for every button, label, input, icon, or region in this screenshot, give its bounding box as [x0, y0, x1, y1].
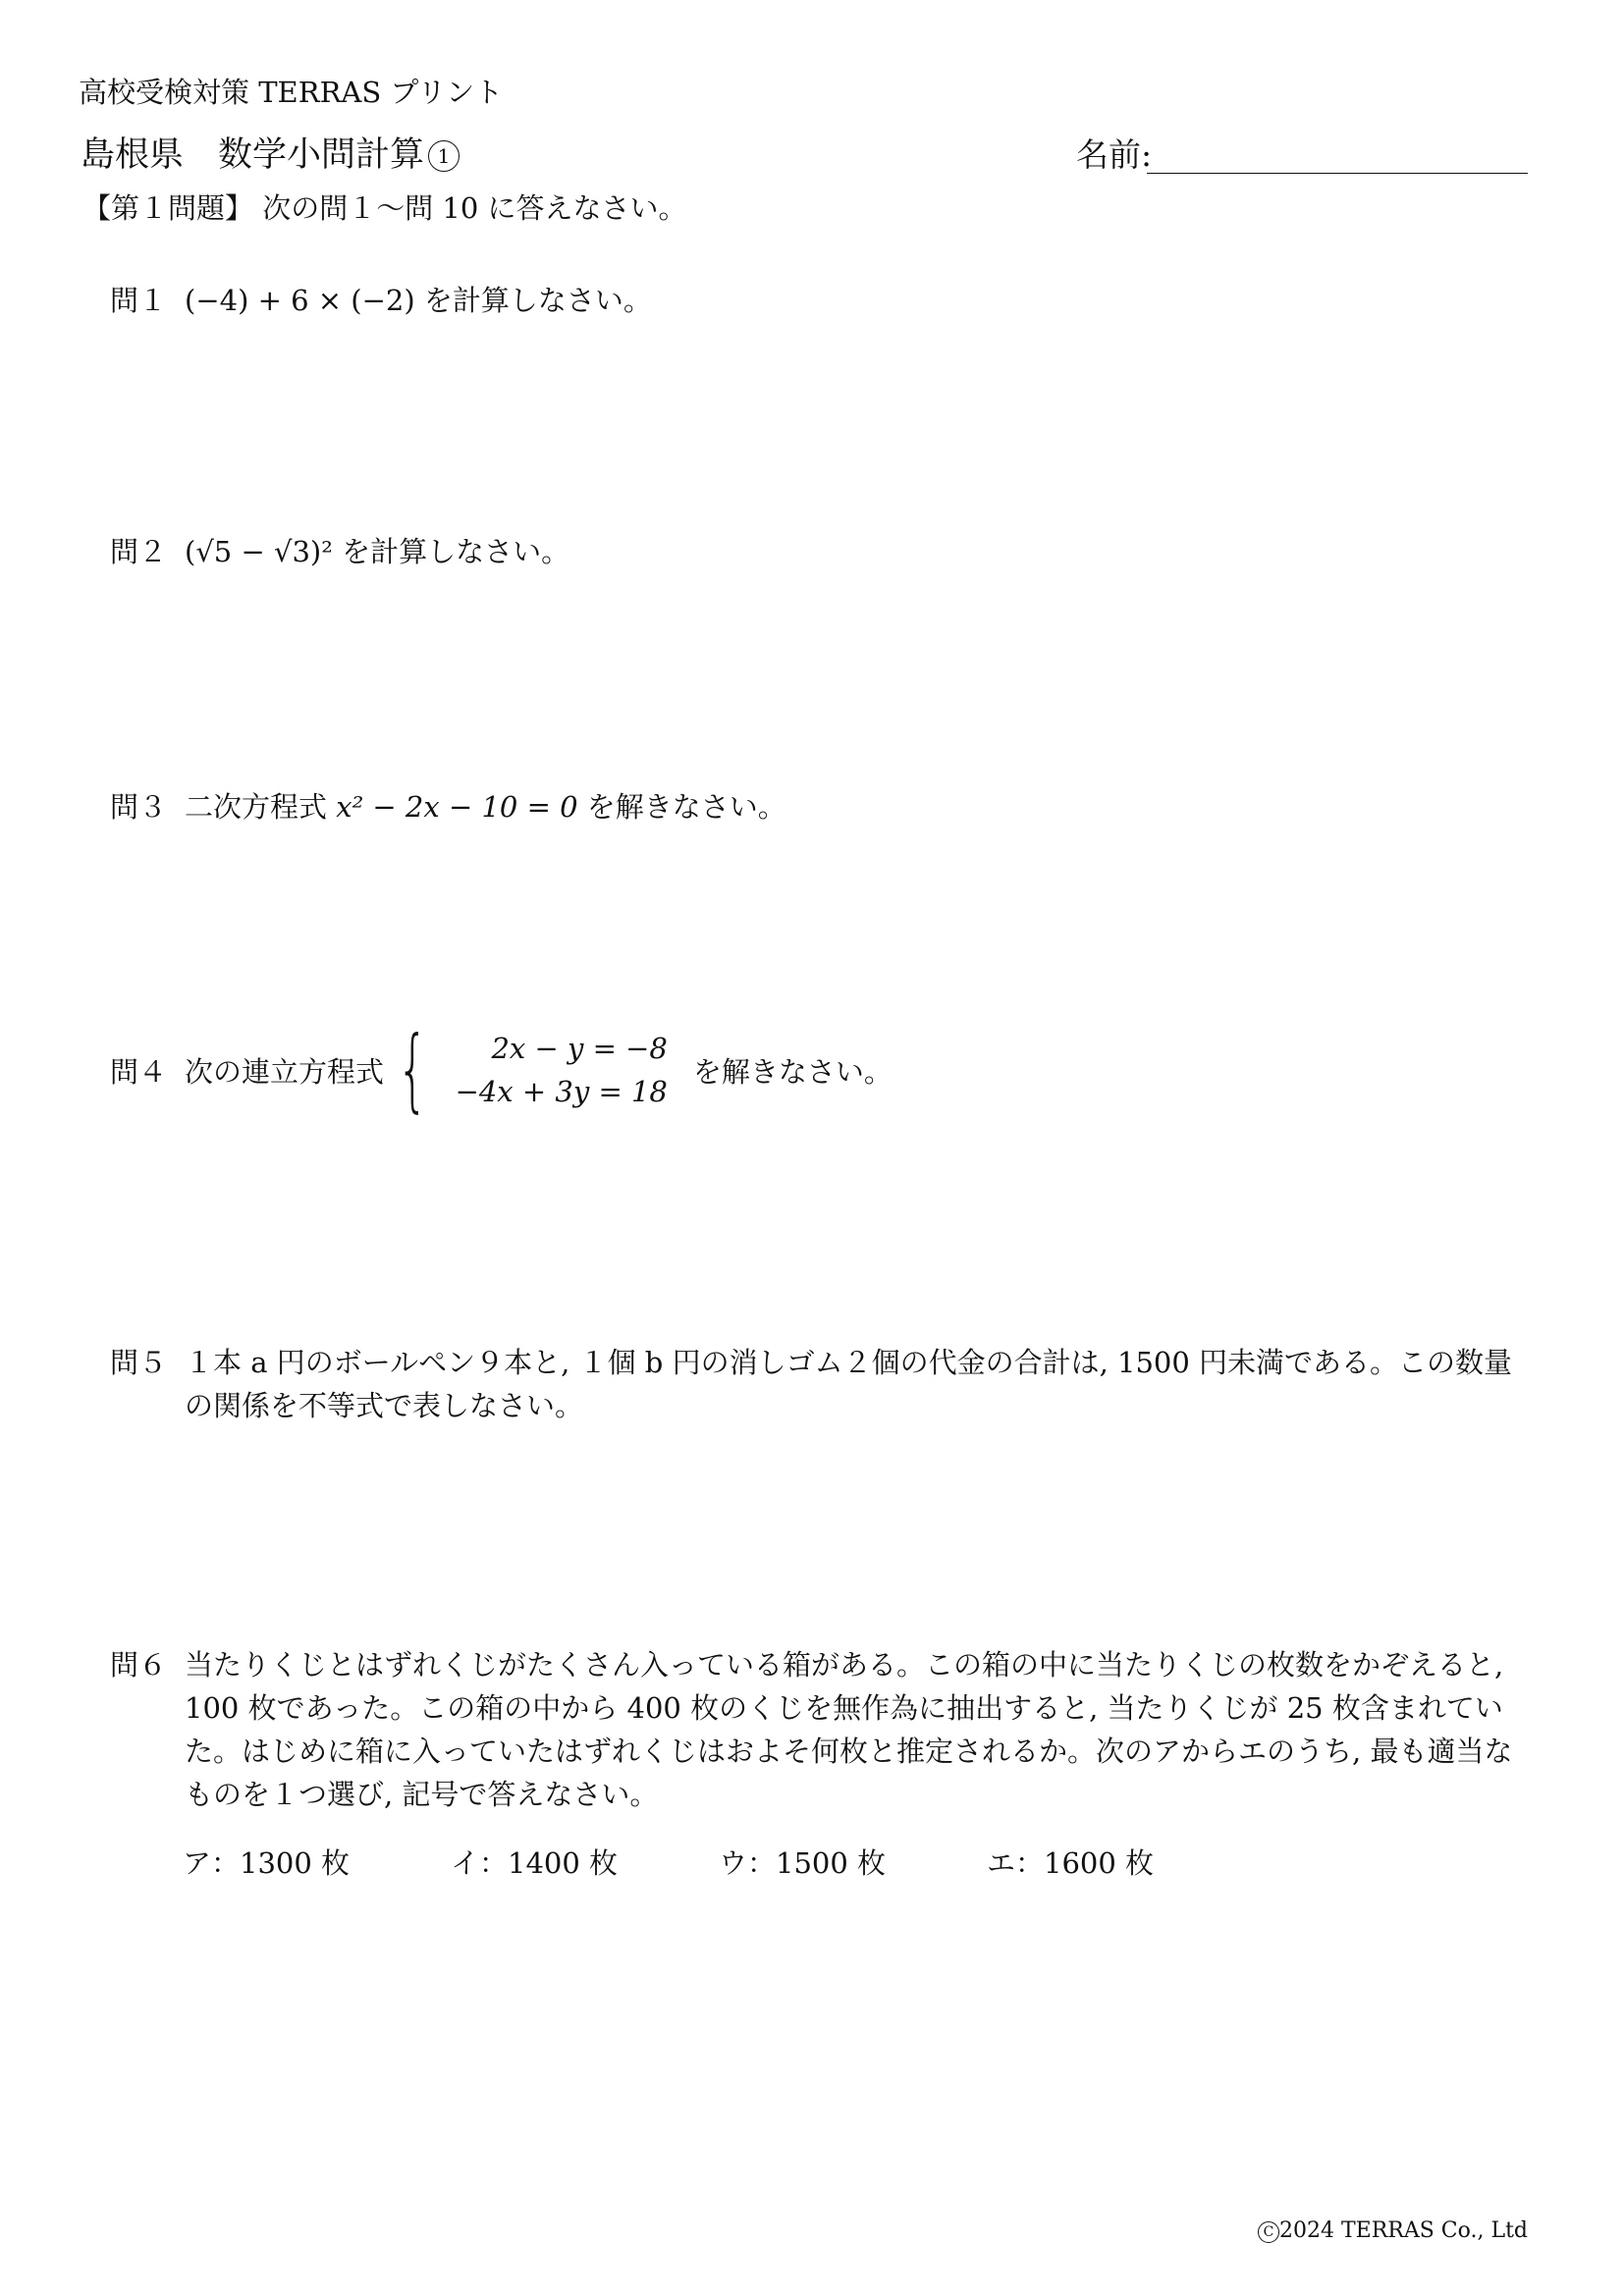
- name-field-line[interactable]: [1147, 173, 1528, 174]
- choice-e: エ：1600 枚: [987, 1846, 1155, 1880]
- worksheet-title: [81, 128, 460, 177]
- math-expression: (−4) + 6 × (−2): [185, 284, 415, 317]
- answer-choices: [183, 1842, 1255, 1882]
- system-brace: {: [397, 1017, 429, 1122]
- question-1: [110, 279, 652, 319]
- question-number: 問６: [110, 1648, 168, 1682]
- question-6: [110, 1643, 1524, 1816]
- math-expression: x² − 2x − 10 = 0: [336, 790, 578, 824]
- worksheet-title-text: 島根県 数学小問計算: [81, 135, 425, 175]
- question-text: を解きなさい。: [577, 790, 786, 824]
- question-number: 問４: [110, 1054, 168, 1089]
- question-4: [110, 1017, 893, 1123]
- question-number: 問５: [110, 1346, 168, 1379]
- equation-system: [456, 1027, 668, 1113]
- name-label: 名前:: [1076, 135, 1153, 174]
- question-lead: 二次方程式: [185, 790, 337, 824]
- equation-2: −4x + 3y = 18: [455, 1075, 668, 1108]
- question-lead: 次の連立方程式: [185, 1054, 385, 1089]
- worksheet-series-label: 高校受検対策 TERRAS プリント: [79, 76, 504, 109]
- question-3: [110, 785, 786, 826]
- math-expression: (√5 − √3)²: [185, 535, 333, 568]
- question-number: 問２: [110, 535, 168, 568]
- equation-1: 2x − y = −8: [491, 1032, 668, 1065]
- question-text: を解きなさい。: [692, 1054, 893, 1089]
- question-5: [110, 1341, 1524, 1427]
- copyright-icon: C: [1258, 2221, 1279, 2243]
- circled-number: 1: [428, 140, 460, 172]
- problem-intro: 【第１問題】 次の問１〜問 10 に答えなさい。: [82, 191, 687, 225]
- question-2: [110, 530, 569, 570]
- choice-u: ウ：1500 枚: [719, 1846, 887, 1880]
- question-text: １本 a 円のボールペン９本と, １個 b 円の消しゴム２個の代金の合計は, 1500 円未満である。この数量の関係を不等式で表しなさい。: [185, 1346, 1513, 1422]
- question-text: 当たりくじとはずれくじがたくさん入っている箱がある。この箱の中に当たりくじの枚数をかぞえると, 100 枚であった。この箱の中から 400 枚のくじを無作為に抽出すると, 当たりくじが 25 枚含まれていた。はじめに箱に入っていたはずれくじはおよそ何枚と推定されるか。次のアからエのうち, 最も適当なものを１つ選び, 記号で答えなさい。: [185, 1648, 1513, 1811]
- copyright-text: 2024 TERRAS Co., Ltd: [1279, 2218, 1528, 2243]
- question-text: を計算しなさい。: [332, 535, 570, 568]
- choice-i: イ：1400 枚: [451, 1846, 619, 1880]
- question-number: 問１: [110, 284, 168, 317]
- question-number: 問３: [110, 790, 168, 824]
- choice-a: ア：1300 枚: [183, 1846, 351, 1880]
- question-text: を計算しなさい。: [414, 284, 652, 317]
- copyright-footer: [1258, 2218, 1528, 2243]
